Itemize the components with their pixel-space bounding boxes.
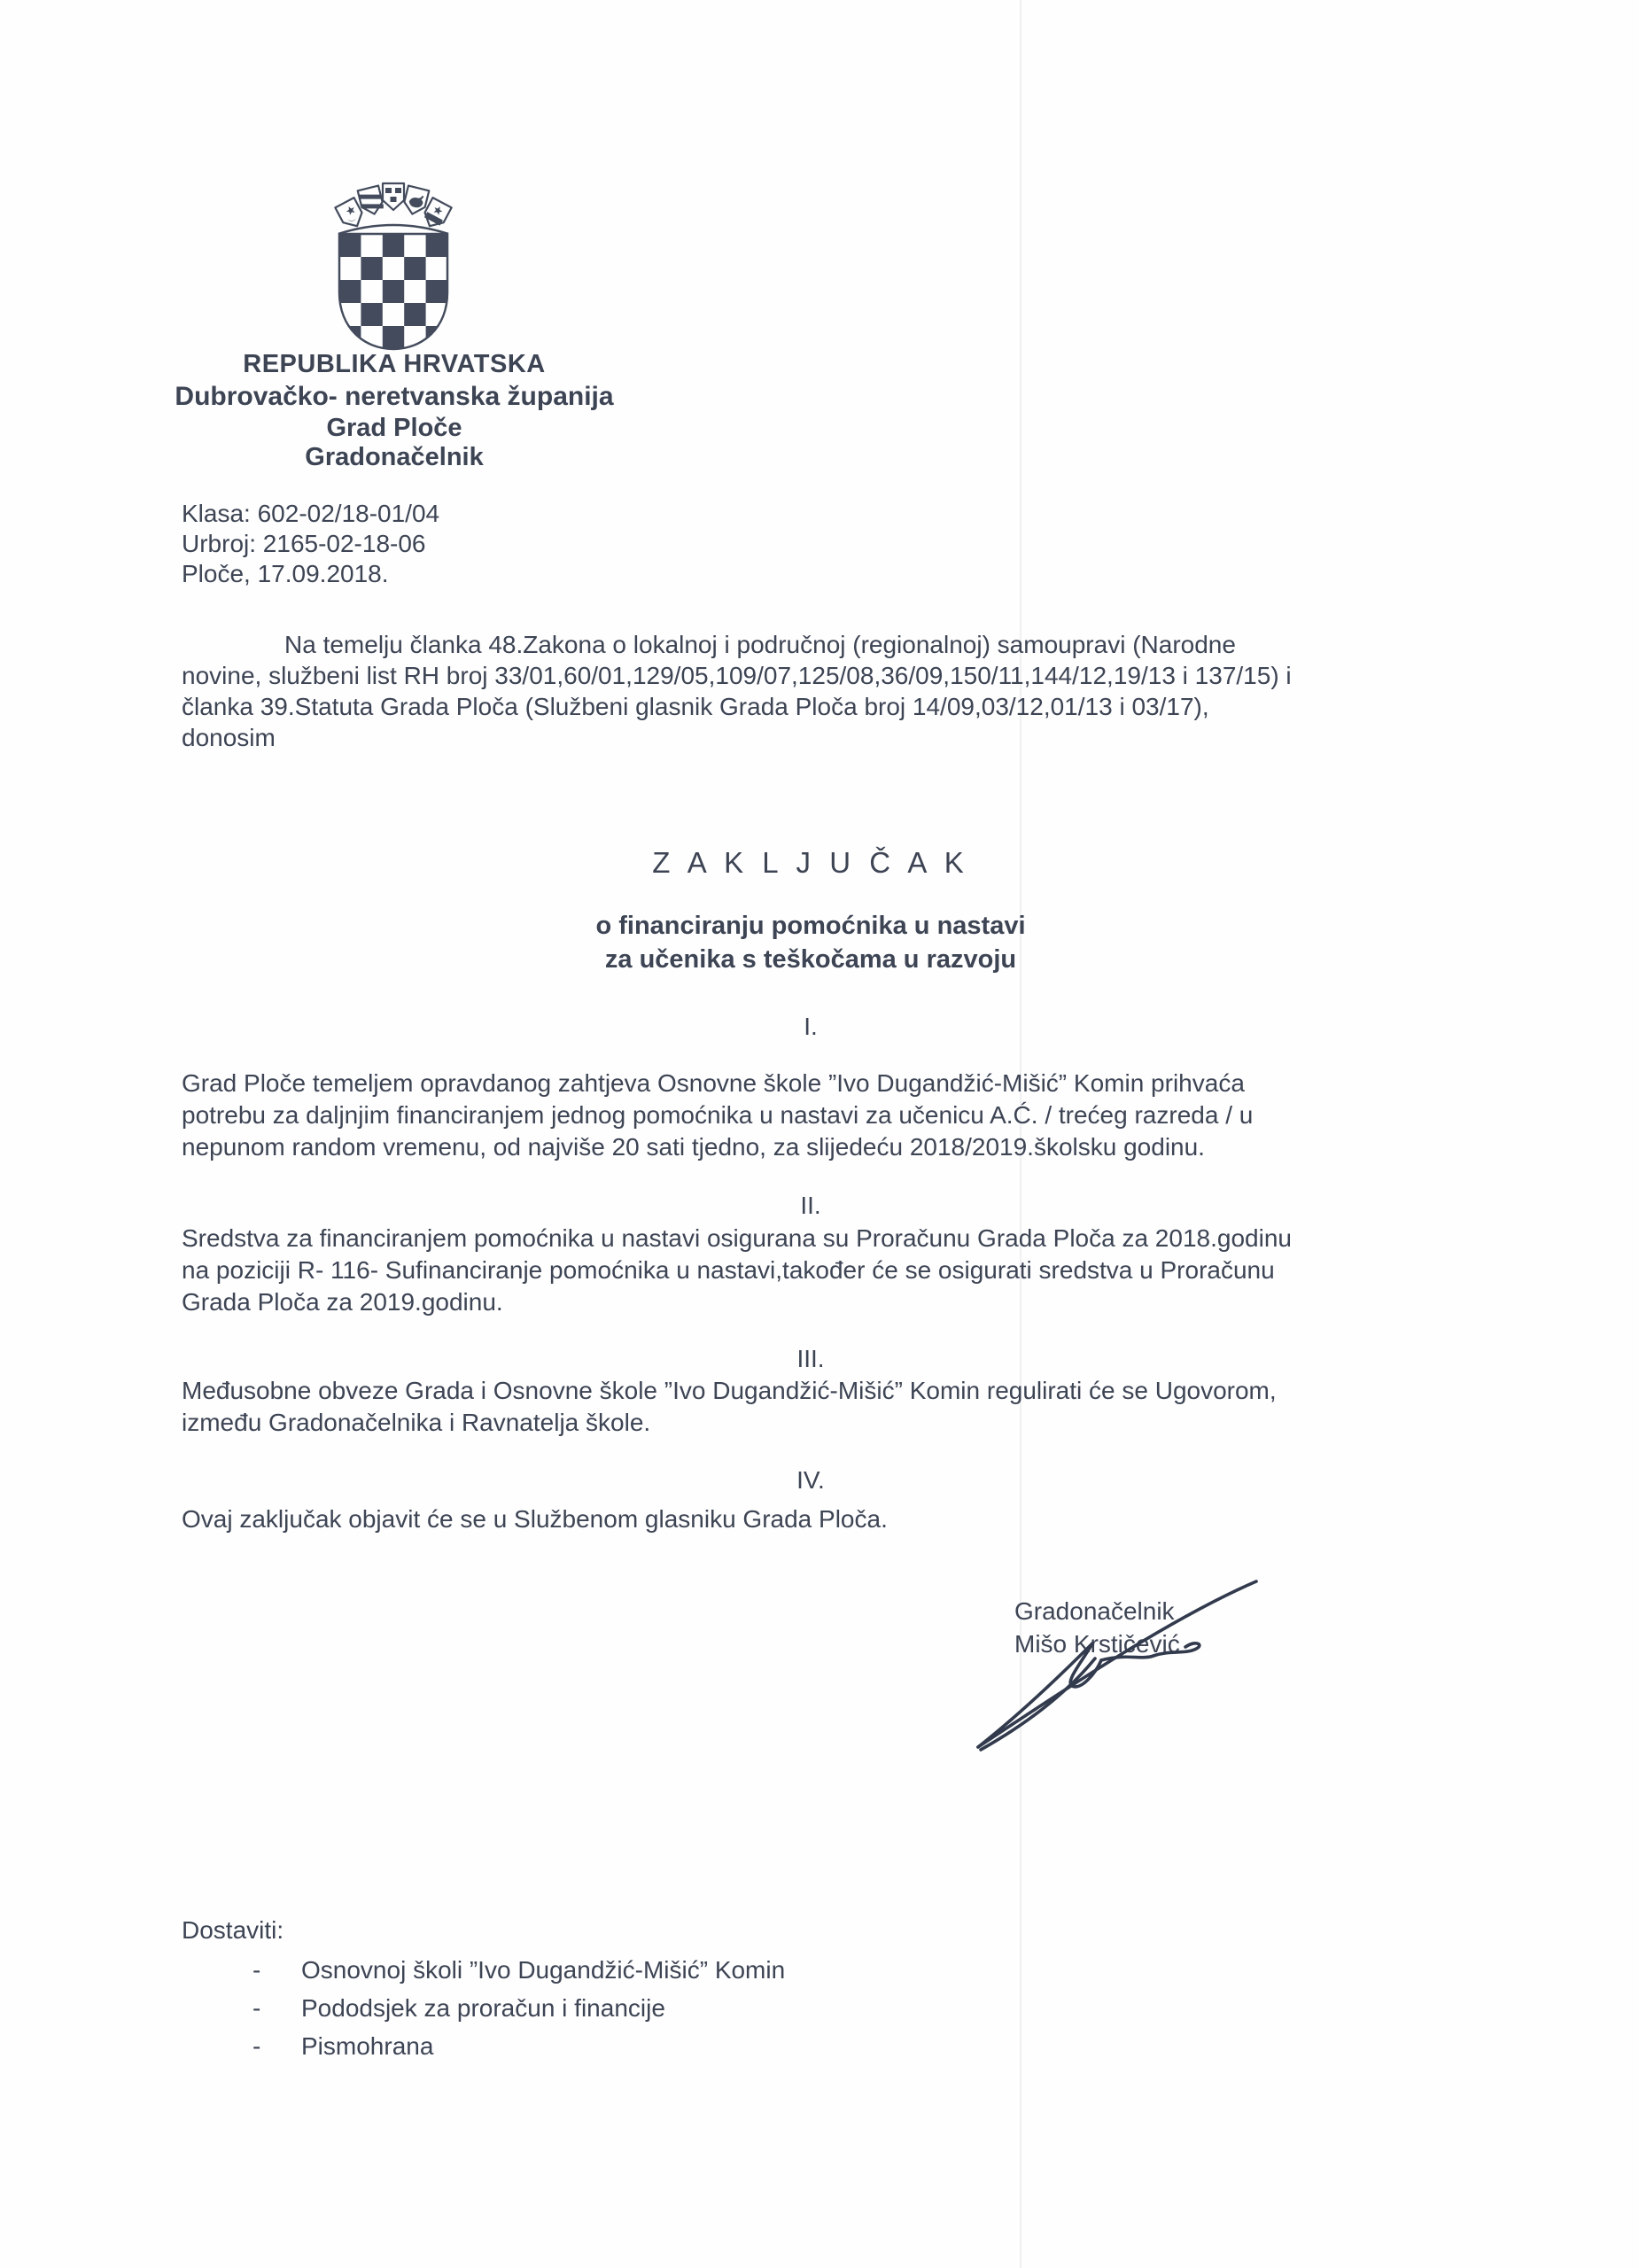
dash-bullet: - — [252, 1956, 261, 1984]
preamble-line: donosim — [182, 724, 276, 751]
preamble-paragraph — [182, 629, 1519, 753]
list-item — [252, 1956, 785, 1994]
section-numeral-3: III. — [796, 1345, 825, 1372]
list-item — [252, 2032, 785, 2070]
handwritten-signature — [930, 1568, 1302, 1798]
paragraph-line: Međusobne obveze Grada i Osnovne škole ”Ivo Dugandžić-Mišić” Komin regulirati će se Ugovorom, — [182, 1377, 1277, 1404]
document-title: Z A K L J U Č A K — [652, 846, 969, 879]
paragraph-line: nepunom random vremenu, od najviše 20 sati tjedno, za slijedeću 2018/2019.školsku godinu. — [182, 1133, 1205, 1161]
subtitle-line: o financiranju pomoćnika u nastavi — [595, 912, 1026, 940]
subtitle-line: za učenika s teškočama u razvoju — [604, 945, 1017, 974]
distribution-list — [252, 1956, 785, 2070]
section-paragraph-4 — [182, 1503, 1519, 1535]
paragraph-line: između Gradonačelnika i Ravnatelja škole. — [182, 1409, 651, 1436]
paragraph-line: Grad Ploče temeljem opravdanog zahtjeva Osnovne škole ”Ivo Dugandžić-Mišić” Komin prihvaća — [182, 1069, 1245, 1097]
paragraph-line: Ovaj zaključak objavit će se u Službenom glasniku Grada Ploča. — [182, 1505, 888, 1533]
section-paragraph-3 — [182, 1375, 1519, 1439]
signer-name: Mišo Krstičević — [1014, 1630, 1180, 1658]
list-item-text: Pismohrana — [301, 2032, 434, 2060]
letterhead — [84, 349, 704, 472]
klasa-line: Klasa: 602-02/18-01/04 — [182, 500, 440, 527]
county-name: Dubrovačko- neretvanska županija — [175, 382, 614, 411]
croatian-coat-of-arms-icon — [315, 177, 471, 354]
place-date-line: Ploče, 17.09.2018. — [182, 560, 389, 587]
country-name: REPUBLIKA HRVATSKA — [243, 350, 546, 378]
document-subtitle — [182, 909, 1440, 976]
document-meta — [182, 499, 439, 589]
preamble-line: članka 39.Statuta Grada Ploča (Službeni glasnik Grada Ploča broj 14/09,03/12,01/13 i 03/17), — [182, 693, 1209, 720]
preamble-line: novine, službeni list RH broj 33/01,60/01,129/05,109/07,125/08,36/09,150/11,144/12,19/13 i 137/15) i — [182, 662, 1292, 689]
paragraph-line: Grada Ploča za 2019.godinu. — [182, 1288, 503, 1316]
city-name: Grad Ploče — [326, 414, 462, 442]
list-item-text: Osnovnoj školi ”Ivo Dugandžić-Mišić” Komin — [301, 1956, 786, 1984]
dash-bullet: - — [252, 1994, 261, 2022]
section-numeral-1: I. — [804, 1013, 818, 1040]
paragraph-line: Sredstva za financiranjem pomoćnika u nastavi osigurana su Proračunu Grada Ploča za 2018.godinu — [182, 1224, 1292, 1252]
list-item — [252, 1994, 785, 2032]
office-name: Gradonačelnik — [305, 443, 484, 471]
paragraph-line: potrebu za daljnjim financiranjem jednog pomoćnika u nastavi za učenicu A.Ć. / trećeg razreda / u — [182, 1101, 1254, 1129]
dash-bullet: - — [252, 2032, 261, 2060]
signer-title: Gradonačelnik — [1014, 1597, 1175, 1625]
list-item-text: Pododsjek za proračun i financije — [301, 1994, 665, 2022]
crest-shield — [339, 234, 447, 349]
preamble-line: Na temelju članka 48.Zakona o lokalnoj i područnoj (regionalnoj) samoupravi (Narodne — [284, 631, 1236, 658]
section-paragraph-2 — [182, 1223, 1519, 1318]
urbroj-line: Urbroj: 2165-02-18-06 — [182, 530, 426, 557]
section-numeral-2: II. — [800, 1192, 821, 1219]
section-numeral-4: IV. — [796, 1466, 825, 1494]
distribution-label: Dostaviti: — [182, 1916, 284, 1944]
paragraph-line: na poziciji R- 116- Sufinanciranje pomoćnika u nastavi,također će se osigurati sredstva u Proračunu — [182, 1256, 1275, 1284]
section-paragraph-1 — [182, 1068, 1519, 1163]
